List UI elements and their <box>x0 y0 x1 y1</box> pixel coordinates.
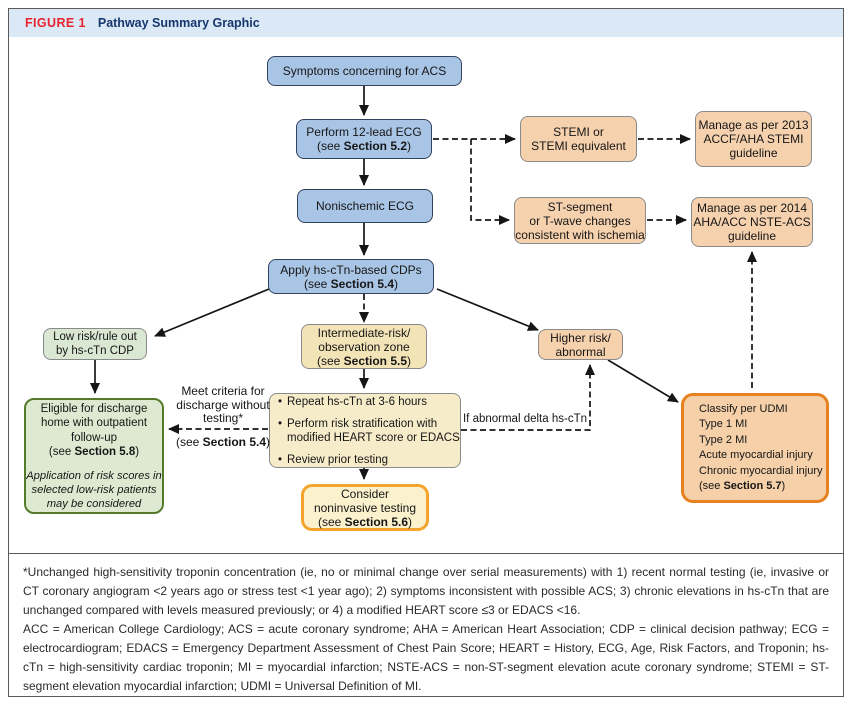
see-bold: Section 5.4 <box>330 276 395 291</box>
see-post: ) <box>394 276 399 291</box>
node-classify-udmi <box>681 393 829 503</box>
node-italic-note <box>26 469 162 511</box>
node-text: Perform risk stratification with <box>287 417 438 430</box>
see-pre: (see <box>316 139 344 153</box>
node-symptoms-acs <box>267 56 462 86</box>
node-text: or T-wave changes <box>529 213 631 228</box>
node-text: STEMI equivalent <box>531 139 626 153</box>
node-text: Application of risk scores in <box>26 469 162 482</box>
node-text: observation zone <box>318 339 410 354</box>
figure-header <box>9 9 843 37</box>
node-st-segment-changes <box>514 197 646 244</box>
node-text: Chronic myocardial injury <box>699 464 823 477</box>
node-text: Review prior testing <box>287 453 388 466</box>
arrow-higherrisk-to-classify <box>608 360 678 402</box>
see-pre: (see <box>316 353 344 368</box>
node-eligible-discharge <box>24 398 164 514</box>
node-text: Symptoms concerning for ACS <box>282 64 447 78</box>
node-text: Manage as per 2014 <box>696 201 808 215</box>
see-bold: Section 5.2 <box>343 139 408 153</box>
node-text: follow-up <box>70 431 118 444</box>
figure-footnote <box>9 553 843 696</box>
node-text: by hs-cTn CDP <box>56 345 134 357</box>
node-stemi <box>520 116 637 162</box>
node-see-ref <box>317 354 411 368</box>
figure-panel <box>8 8 844 697</box>
node-text: AHA/ACC NSTE-ACS <box>693 215 811 229</box>
label-abnormal-delta <box>457 413 593 427</box>
node-text: noninvasive testing <box>313 500 417 515</box>
node-text: Classify per UDMI <box>699 402 788 415</box>
see-pre: (see <box>303 276 331 291</box>
see-post: ) <box>266 435 271 449</box>
node-see-ref <box>304 277 398 291</box>
node-text: abnormal <box>555 344 606 359</box>
node-nonischemic-ecg <box>297 189 433 223</box>
see-post: ) <box>408 514 413 529</box>
node-text: Eligible for discharge <box>40 402 148 415</box>
node-text: guideline <box>729 146 778 160</box>
node-text: ST-segment <box>547 199 613 214</box>
node-apply-cdp <box>268 259 434 294</box>
see-post: ) <box>135 446 140 458</box>
workup-bullet <box>278 395 427 409</box>
node-text: Manage as per 2013 <box>698 118 809 132</box>
node-perform-ecg <box>296 119 432 159</box>
node-manage-2014 <box>691 197 813 247</box>
node-text: Apply hs-cTn-based CDPs <box>280 262 422 277</box>
node-text: Type 2 MI <box>699 433 748 446</box>
node-text: Intermediate-risk/ <box>317 325 411 340</box>
label-text: If abnormal delta hs-cTn <box>462 413 587 425</box>
see-post: ) <box>781 480 786 492</box>
figure-title: Pathway Summary Graphic <box>97 16 260 30</box>
node-text: ACCF/AHA STEMI <box>703 132 804 146</box>
see-bold: Section 5.5 <box>343 353 408 368</box>
node-text: guideline <box>727 229 777 243</box>
node-text: Nonischemic ECG <box>315 199 415 213</box>
footnote-asterisk-note: *Unchanged high-sensitivity troponin concentration (ie, no or minimal change over serial measurements) with 1) recent normal testing (ie, invasive or CT coronary angiogram <2 years ago or stress test <1 year ago); 2) symptoms inconsistent with possible ACS; 3) chronic elevations in hs-cTn that are unchanged compared with levels measured previously; or 4) a modified HEART score ≤3 or EDACS <16. <box>23 565 829 617</box>
node-see-ref <box>318 515 412 529</box>
label-text: Meet criteria for <box>181 384 265 398</box>
see-post: ) <box>407 353 412 368</box>
node-text: Low risk/rule out <box>53 331 137 343</box>
node-see-ref <box>317 139 411 153</box>
node-text: Higher risk/ <box>550 330 611 345</box>
node-manage-2013 <box>695 111 812 167</box>
arrow-cdp-to-higherrisk <box>437 289 538 330</box>
see-bold: Section 5.8 <box>74 446 136 458</box>
footnote-abbreviations: ACC = American College Cardiology; ACS = acute coronary syndrome; AHA = American Heart Association; CDP = clinical decision pathway; ECG = electrocardiogram; EDACS = Emergency Department Assessment of Chest Pain Score; HEART = History, ECG, Age, Risk Factors, and Troponin; hs-cTn = high-sensitivity cardiac troponin; MI = myocardial infarction; NSTE-ACS = non-ST-segment elevation acute coronary syndrome; STEMI = ST-segment elevation myocardial infarction; UDMI = Universal Definition of MI. <box>23 622 829 693</box>
see-bold: Section 5.6 <box>344 514 409 529</box>
node-text: may be considered <box>46 497 142 510</box>
see-post: ) <box>407 139 412 153</box>
label-see-ref <box>165 436 281 450</box>
label-text: testing* <box>202 411 244 425</box>
figure-label: FIGURE 1 <box>25 16 86 30</box>
node-text: consistent with ischemia <box>515 227 645 242</box>
node-text: Repeat hs-cTn at 3-6 hours <box>287 395 427 408</box>
workup-bullet <box>278 453 388 467</box>
workup-bullet <box>278 417 460 445</box>
node-intermediate-risk <box>301 324 427 369</box>
see-pre: (see <box>317 514 345 529</box>
node-text: Type 1 MI <box>699 418 748 430</box>
node-see-ref <box>49 445 139 460</box>
label-meet-criteria-see <box>165 436 281 450</box>
node-text: Consider <box>340 486 390 501</box>
see-pre: (see <box>699 480 724 492</box>
node-text: Perform 12-lead ECG <box>306 125 422 139</box>
node-higher-risk <box>538 329 623 360</box>
label-text: discharge without <box>176 397 270 412</box>
flowchart-canvas <box>9 37 843 553</box>
see-pre: (see <box>175 435 203 449</box>
node-text: home with outpatient <box>40 417 148 429</box>
node-see-ref <box>699 479 785 495</box>
node-text: modified HEART score or EDACS <box>287 431 460 444</box>
see-bold: Section 5.7 <box>723 480 782 492</box>
node-text: STEMI or <box>553 125 604 139</box>
arrow-ecg-to-stsegment-dashed <box>471 139 509 220</box>
label-meet-criteria <box>165 385 281 426</box>
node-low-risk <box>43 328 147 360</box>
node-text: Acute myocardial injury <box>699 449 813 461</box>
see-pre: (see <box>48 446 75 458</box>
node-workup-steps <box>269 393 461 468</box>
see-bold: Section 5.4 <box>202 435 267 449</box>
arrow-cdp-to-lowrisk <box>155 289 269 336</box>
node-text: selected low-risk patients <box>31 483 157 496</box>
node-consider-testing <box>301 484 429 531</box>
